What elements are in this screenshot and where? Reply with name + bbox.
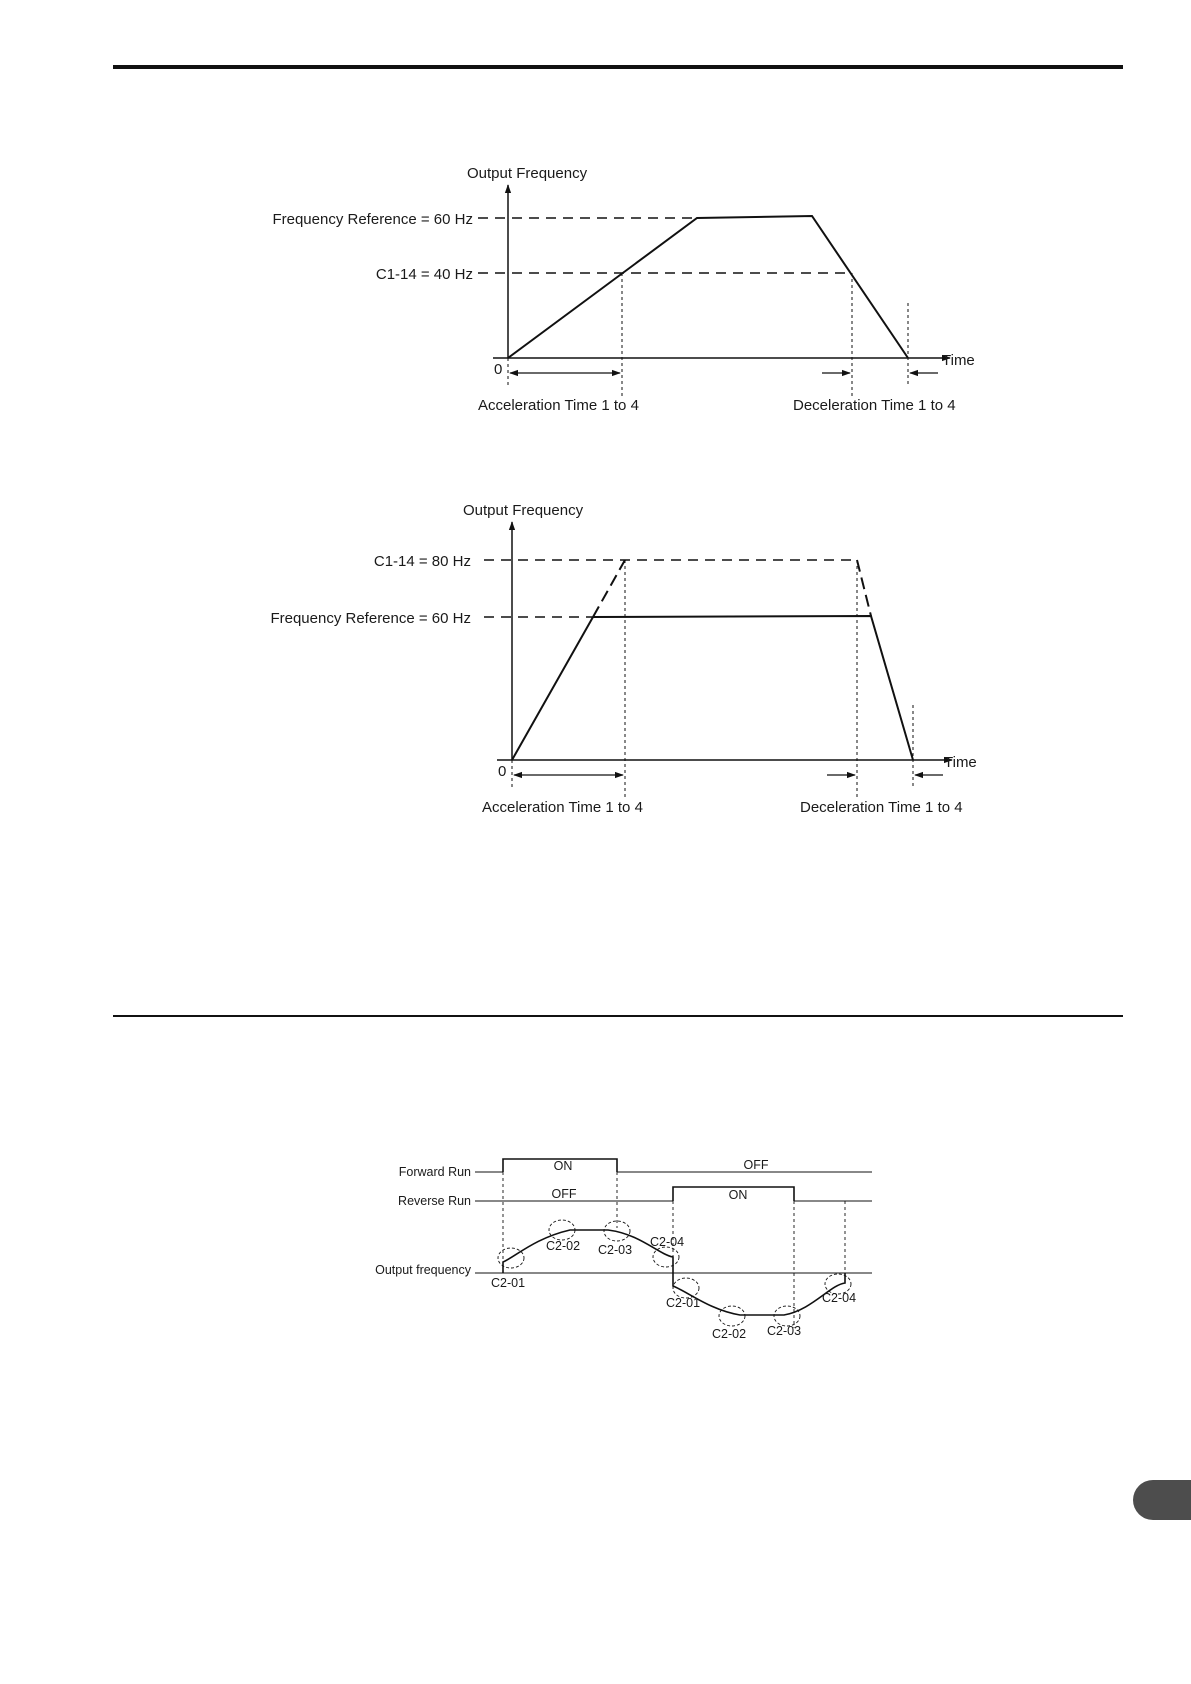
- fig2-zero-label: 0: [498, 763, 507, 780]
- fig1-y-axis-label: Output Frequency: [467, 165, 588, 182]
- fwd-off-label: OFF: [743, 1158, 769, 1172]
- circle-rev-c203: [774, 1306, 800, 1326]
- figure-accel-decel-80hz: [484, 522, 952, 800]
- fig2-y-axis-label: Output Frequency: [463, 502, 584, 519]
- circle-rev-c202: [719, 1306, 745, 1326]
- figure-accel-decel-40hz: [478, 185, 950, 398]
- fig1-frequency-profile: [508, 216, 908, 358]
- reverse-run-label: Reverse Run: [398, 1194, 471, 1208]
- fig2-decel-label: Deceleration Time 1 to 4: [800, 799, 963, 816]
- fig1-accel-label: Acceleration Time 1 to 4: [478, 397, 639, 414]
- fig1-time-label: Time: [942, 352, 975, 369]
- forward-s-curve: [503, 1230, 673, 1273]
- rev-off-label: OFF: [551, 1187, 577, 1201]
- fig1-c114-label: C1-14 = 40 Hz: [375, 266, 473, 283]
- fig2-decel-extension: [857, 560, 871, 616]
- neg-c201-label: C2-01: [666, 1296, 701, 1310]
- fig1-zero-label: 0: [494, 361, 503, 378]
- fig2-c114-label: C1-14 = 80 Hz: [373, 553, 471, 570]
- fig2-frequency-profile: [512, 616, 913, 760]
- fig2-time-label: Time: [944, 754, 977, 771]
- pos-c202-label: C2-02: [546, 1239, 581, 1253]
- pos-c203-label: C2-03: [598, 1243, 633, 1257]
- fig1-decel-label: Deceleration Time 1 to 4: [793, 397, 956, 414]
- fig1-ref-label: Frequency Reference = 60 Hz: [272, 211, 473, 228]
- neg-c202-label: C2-02: [712, 1327, 747, 1341]
- fig2-accel-extension: [593, 560, 625, 617]
- pos-c201-label: C2-01: [491, 1276, 526, 1290]
- fwd-on-label: ON: [553, 1159, 573, 1173]
- fig2-ref-label: Frequency Reference = 60 Hz: [270, 610, 471, 627]
- pos-c204-label: C2-04: [650, 1235, 685, 1249]
- neg-c204-label: C2-04: [822, 1291, 857, 1305]
- output-frequency-label: Output frequency: [375, 1263, 471, 1277]
- neg-c203-label: C2-03: [767, 1324, 802, 1338]
- rev-on-label: ON: [728, 1188, 748, 1202]
- forward-run-label: Forward Run: [398, 1165, 471, 1179]
- fig2-accel-label: Acceleration Time 1 to 4: [482, 799, 643, 816]
